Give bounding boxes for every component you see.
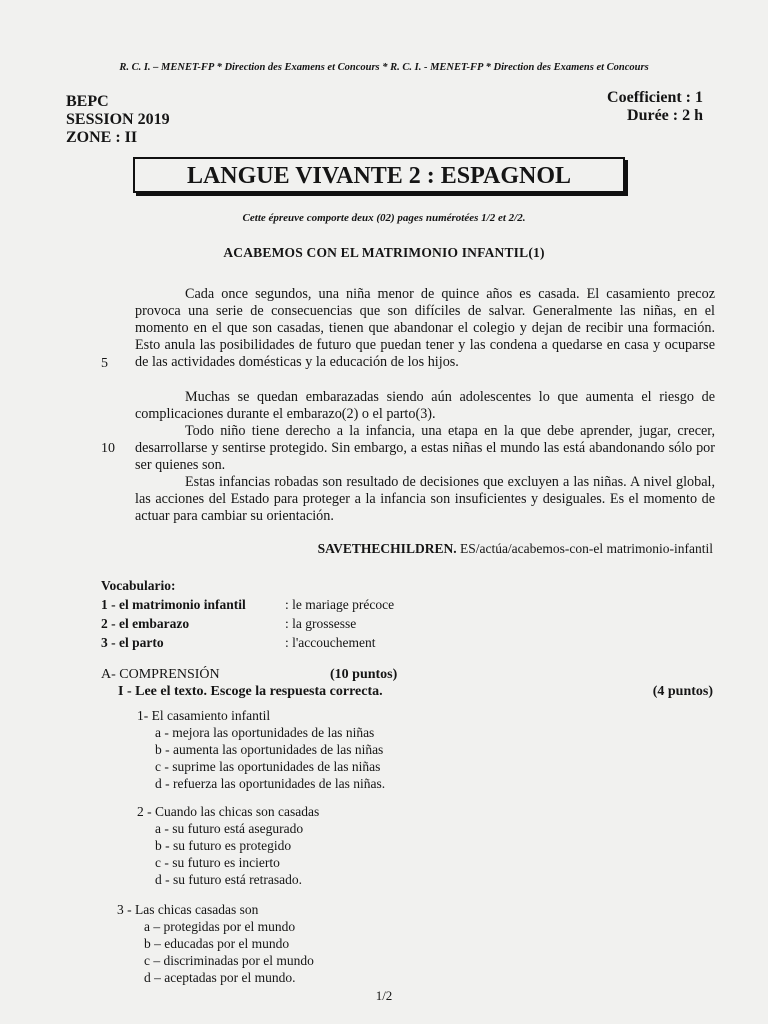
question-stem: 3 - Las chicas casadas son: [117, 902, 259, 917]
paragraph-4: Estas infancias robadas son resultado de decisiones que excluyen a las niñas. A nivel global, las acciones del Estado para proteger a la infancia son insuficientes y desiguales. Es el momento de actuar para cambiar su orientación.: [135, 474, 715, 524]
vocabulary-definition: : la grossesse: [285, 616, 357, 631]
vocabulary-section: [101, 576, 501, 652]
paragraph-3: Todo niño tiene derecho a la infancia, una etapa en la que debe aprender, jugar, crecer, desarrollarse y sentirse protegido. Sin embargo, a estas niñas el mundo las está abandonando sólo por ser quienes son.: [135, 423, 715, 473]
instruction-text: I - Lee el texto. Escoge la respuesta correcta.: [118, 684, 383, 699]
page-number: 1/2: [375, 988, 393, 1003]
comprension-header: [101, 667, 731, 683]
text-title: ACABEMOS CON EL MATRIMONIO INFANTIL(1): [223, 245, 545, 260]
exam-zone: ZONE : II: [66, 129, 138, 146]
source-rest: ES/actúa/acabemos-con-el matrimonio-infantil: [456, 541, 713, 556]
question-stem: 2 - Cuando las chicas son casadas: [137, 804, 320, 819]
answer-option: a - su futuro está asegurado: [155, 821, 304, 836]
comprension-heading: A- COMPRENSIÓN: [101, 667, 220, 682]
exam-name: BEPC: [66, 93, 109, 110]
vocabulary-heading: Vocabulario:: [101, 578, 176, 593]
subject-title: LANGUE VIVANTE 2 : ESPAGNOL: [133, 157, 625, 193]
question-1: [137, 707, 385, 792]
question-stem: 1- El casamiento infantil: [137, 708, 271, 723]
instruction-row: [118, 684, 713, 700]
answer-option: c - suprime las oportunidades de las niñas: [155, 759, 381, 774]
text-source: [318, 541, 713, 557]
paragraph-1: Cada once segundos, una niña menor de quince años es casada. El casamiento precoz provoca una serie de consecuencias que son difíciles de salvar. Generalmente las niñas, en el momento en el que son casadas, tienen que abandonar el colegio y dejan de recibir una formación. Esto anula las posibilidades de futuro que puedan tener y las condena a quedarse en casa y ocuparse de las actividades domésticas y la educación de los hijos.: [135, 286, 715, 370]
answer-option: b - aumenta las oportunidades de las niñas: [155, 742, 384, 757]
exam-session: SESSION 2019: [66, 111, 170, 128]
vocabulary-term: 1 - el matrimonio infantil: [101, 597, 246, 612]
question-3: [117, 901, 314, 986]
source-bold: SAVETHECHILDREN.: [317, 541, 457, 556]
line-number-10: 10: [101, 441, 115, 456]
answer-option: c - su futuro es incierto: [155, 855, 280, 870]
page-count-note: Cette épreuve comporte deux (02) pages numérotées 1/2 et 2/2.: [242, 212, 526, 224]
exam-info-right: [607, 89, 703, 125]
coefficient: Coefficient : 1: [607, 89, 703, 106]
duration: Durée : 2 h: [627, 107, 703, 124]
paragraph-2: Muchas se quedan embarazadas siendo aún adolescentes lo que aumenta el riesgo de complicaciones durante el embarazo(2) o el parto(3).: [135, 389, 715, 422]
vocabulary-item: [101, 595, 501, 614]
question-2: [137, 803, 319, 888]
vocabulary-term: 3 - el parto: [101, 635, 164, 650]
answer-option: b – educadas por el mundo: [144, 936, 290, 951]
vocabulary-item: [101, 614, 501, 633]
answer-option: a – protegidas por el mundo: [144, 919, 296, 934]
line-number-5: 5: [101, 356, 108, 371]
answer-option: d – aceptadas por el mundo.: [144, 970, 296, 985]
answer-option: d - refuerza las oportunidades de las niñas.: [155, 776, 386, 791]
comprension-points: (10 puntos): [330, 667, 398, 682]
answer-option: d - su futuro está retrasado.: [155, 872, 302, 887]
exam-banner: R. C. I. – MENET-FP * Direction des Examens et Concours * R. C. I. - MENET-FP * Direction des Examens et Concours: [119, 62, 649, 73]
instruction-points: (4 puntos): [652, 684, 713, 699]
answer-option: c – discriminadas por el mundo: [144, 953, 314, 968]
answer-option: a - mejora las oportunidades de las niñas: [155, 725, 375, 740]
vocabulary-definition: : le mariage précoce: [285, 597, 395, 612]
vocabulary-item: [101, 633, 501, 652]
exam-info-left: [66, 93, 170, 147]
vocabulary-term: 2 - el embarazo: [101, 616, 190, 631]
vocabulary-definition: : l'accouchement: [285, 635, 376, 650]
answer-option: b - su futuro es protegido: [155, 838, 292, 853]
